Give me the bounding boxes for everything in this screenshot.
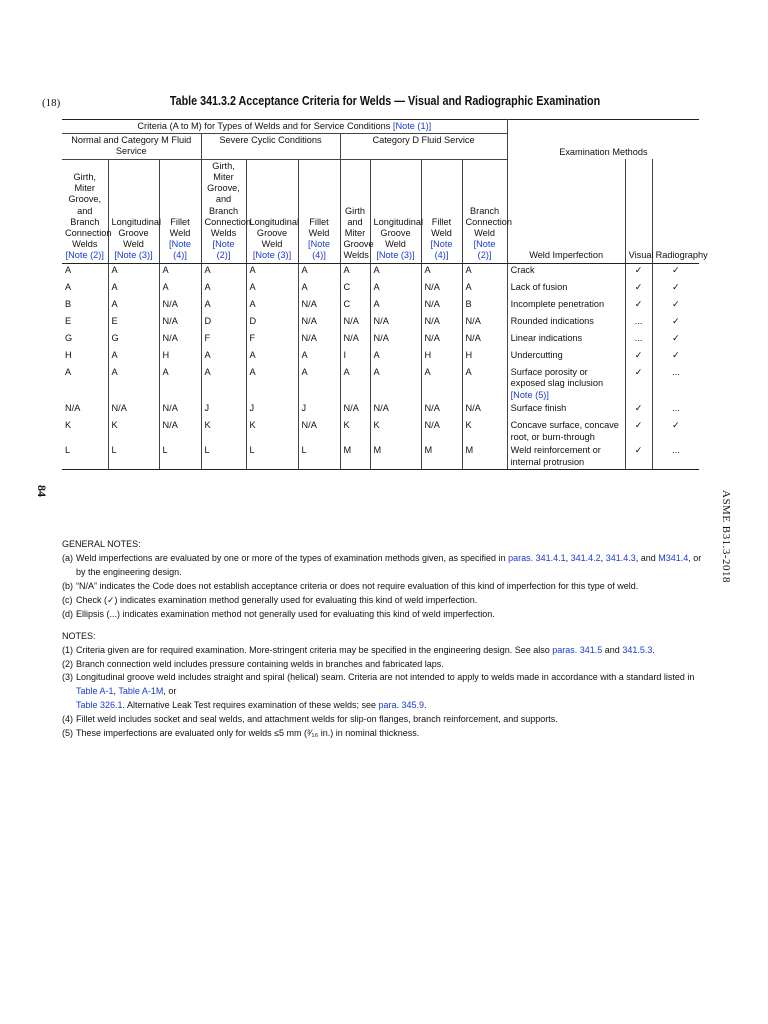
note-1: (1) Criteria given are for required examination. More-stringent criteria may be specified in the engineering design. See also paras. 341.5 and 341.5.3. <box>62 644 655 655</box>
visual-cell: ✓ <box>625 419 652 444</box>
criteria-cell: A <box>462 281 507 298</box>
criteria-cell: A <box>370 263 421 281</box>
criteria-cell: N/A <box>62 402 108 419</box>
weld-imperfection-cell: Crack <box>507 263 625 281</box>
visual-cell: ✓ <box>625 366 652 403</box>
weld-imperfection-cell: Linear indications <box>507 332 625 349</box>
criteria-cell: N/A <box>370 402 421 419</box>
criteria-cell: A <box>201 366 246 403</box>
criteria-cell: A <box>62 263 108 281</box>
column-header: Girth, Miter Groove, and Branch Connection Welds [Note (2)] <box>201 159 246 263</box>
criteria-cell: N/A <box>340 315 370 332</box>
criteria-cell: L <box>201 444 246 470</box>
general-notes-heading: GENERAL NOTES: <box>62 539 141 549</box>
table-link[interactable]: Table A-1M <box>118 686 164 697</box>
criteria-cell: N/A <box>298 332 340 349</box>
criteria-cell: A <box>201 349 246 366</box>
criteria-cell: C <box>340 281 370 298</box>
criteria-cell: B <box>62 298 108 315</box>
criteria-cell: M <box>421 444 462 470</box>
criteria-cell: A <box>108 281 159 298</box>
visual-cell: ✓ <box>625 349 652 366</box>
criteria-cell: A <box>421 263 462 281</box>
weld-imperfection-cell: Surface finish <box>507 402 625 419</box>
criteria-cell: A <box>201 281 246 298</box>
criteria-header: Criteria (A to M) for Types of Welds and for Service Conditions [Note (1)] <box>62 120 507 134</box>
column-header: Fillet Weld [Note (4)] <box>298 159 340 263</box>
radiography-cell: ✓ <box>672 298 680 309</box>
criteria-cell: K <box>201 419 246 444</box>
radiography-cell: ... <box>672 366 680 377</box>
criteria-cell: A <box>108 366 159 403</box>
criteria-cell: N/A <box>159 419 201 444</box>
criteria-cell: A <box>62 281 108 298</box>
criteria-cell: A <box>108 349 159 366</box>
note-2: (2) Branch connection weld includes pressure containing welds in branches and fabricated laps. <box>62 658 444 669</box>
weld-imperfection-cell: Incomplete penetration <box>507 298 625 315</box>
weld-imperfection-cell: Lack of fusion <box>507 281 625 298</box>
table-row <box>62 263 699 281</box>
criteria-cell: N/A <box>340 402 370 419</box>
criteria-cell: K <box>462 419 507 444</box>
criteria-cell: A <box>298 281 340 298</box>
revision-mark: (18) <box>42 97 61 109</box>
criteria-cell: N/A <box>421 281 462 298</box>
criteria-cell: A <box>62 366 108 403</box>
criteria-cell: A <box>159 281 201 298</box>
para-link[interactable]: paras. 341.5 <box>552 644 603 655</box>
column-header: Girth and Miter Groove Welds <box>340 159 370 263</box>
weld-imperfection-cell: Undercutting <box>507 349 625 366</box>
running-header: ASME B31.3-2018 <box>720 490 732 584</box>
criteria-cell: G <box>108 332 159 349</box>
table-row <box>62 419 699 444</box>
acceptance-criteria-table <box>62 119 708 470</box>
visual-cell: ✓ <box>625 298 652 315</box>
criteria-cell: F <box>201 332 246 349</box>
visual-cell: ... <box>625 332 652 349</box>
criteria-cell: D <box>246 315 298 332</box>
criteria-cell: J <box>246 402 298 419</box>
criteria-cell: A <box>421 366 462 403</box>
weld-imperfection-cell: Surface porosity or exposed slag inclusion [Note (5)] <box>507 366 625 403</box>
weld-imperfection-cell: Weld reinforcement or internal protrusion <box>507 444 625 470</box>
criteria-cell: A <box>201 263 246 281</box>
radiography-cell: ✓ <box>672 264 680 275</box>
criteria-cell: E <box>62 315 108 332</box>
visual-cell: ✓ <box>625 444 652 470</box>
table-row <box>62 315 699 332</box>
weld-imperfection-header: Weld Imperfection <box>507 159 625 263</box>
criteria-cell: A <box>108 298 159 315</box>
criteria-cell: N/A <box>421 419 462 444</box>
weld-imperfection-cell: Rounded indications <box>507 315 625 332</box>
criteria-cell: H <box>62 349 108 366</box>
criteria-cell: A <box>159 263 201 281</box>
criteria-cell: N/A <box>108 402 159 419</box>
criteria-cell: J <box>201 402 246 419</box>
criteria-cell: N/A <box>370 315 421 332</box>
criteria-cell: A <box>370 298 421 315</box>
criteria-cell: L <box>246 444 298 470</box>
criteria-cell: K <box>340 419 370 444</box>
para-link[interactable]: 341.5.3 <box>622 644 653 655</box>
table-link[interactable]: Table 326.1 <box>76 700 123 711</box>
criteria-cell: A <box>462 263 507 281</box>
criteria-cell: L <box>298 444 340 470</box>
criteria-cell: M <box>462 444 507 470</box>
radiography-header: Radiography <box>652 159 699 263</box>
criteria-cell: A <box>246 263 298 281</box>
criteria-cell: D <box>201 315 246 332</box>
column-header: Fillet Weld [Note (4)] <box>421 159 462 263</box>
table-title: Table 341.3.2 Acceptance Criteria for Welds — Visual and Radiographic Examination <box>169 94 601 108</box>
notes-heading: NOTES: <box>62 630 96 641</box>
radiography-cell: ✓ <box>672 420 680 431</box>
criteria-cell: A <box>298 366 340 403</box>
criteria-cell: A <box>298 263 340 281</box>
table-row <box>62 366 699 403</box>
criteria-cell: N/A <box>340 332 370 349</box>
group-category-d: Category D Fluid Service <box>340 134 507 159</box>
table-row <box>62 444 699 470</box>
criteria-cell: N/A <box>462 315 507 332</box>
criteria-cell: N/A <box>421 298 462 315</box>
radiography-cell: ✓ <box>672 349 680 360</box>
criteria-cell: N/A <box>159 402 201 419</box>
group-severe-cyclic: Severe Cyclic Conditions <box>201 134 340 159</box>
criteria-cell: N/A <box>298 315 340 332</box>
criteria-cell: N/A <box>159 315 201 332</box>
criteria-cell: M <box>370 444 421 470</box>
criteria-cell: A <box>201 298 246 315</box>
criteria-cell: A <box>246 349 298 366</box>
criteria-cell: E <box>108 315 159 332</box>
table-row <box>62 298 699 315</box>
criteria-cell: H <box>421 349 462 366</box>
criteria-cell: A <box>246 298 298 315</box>
criteria-cell: C <box>340 298 370 315</box>
table-row <box>62 281 699 298</box>
general-note-d: (d) Ellipsis (...) indicates examination method not generally used for evaluating this kind of weld imperfection. <box>62 608 495 619</box>
criteria-cell: N/A <box>298 419 340 444</box>
note-link[interactable]: [Note (1)] <box>392 121 432 131</box>
criteria-cell: H <box>159 349 201 366</box>
criteria-cell: A <box>108 263 159 281</box>
table-row <box>62 332 699 349</box>
note-5: (5) These imperfections are evaluated only for welds ≤5 mm (³⁄₁₆ in.) in nominal thickness. <box>62 728 420 739</box>
table-body <box>62 263 699 470</box>
criteria-cell: A <box>462 366 507 403</box>
criteria-cell: F <box>246 332 298 349</box>
criteria-cell: N/A <box>421 332 462 349</box>
criteria-cell: A <box>370 281 421 298</box>
criteria-cell: N/A <box>159 298 201 315</box>
criteria-cell: A <box>370 349 421 366</box>
criteria-cell: G <box>62 332 108 349</box>
criteria-cell: N/A <box>370 332 421 349</box>
criteria-cell: K <box>370 419 421 444</box>
criteria-cell: A <box>159 366 201 403</box>
criteria-cell: N/A <box>462 402 507 419</box>
criteria-cell: I <box>340 349 370 366</box>
column-header: Girth, Miter Groove, and Branch Connection Welds [Note (2)] <box>62 159 108 263</box>
criteria-cell: J <box>298 402 340 419</box>
criteria-cell: K <box>62 419 108 444</box>
para-link[interactable]: 341.4.2 <box>570 552 601 563</box>
radiography-cell: ✓ <box>672 315 680 326</box>
criteria-cell: A <box>340 366 370 403</box>
criteria-cell: N/A <box>298 298 340 315</box>
column-header: Branch Connection Weld [Note (2)] <box>462 159 507 263</box>
visual-cell: ... <box>625 315 652 332</box>
table-row <box>62 349 699 366</box>
radiography-cell: ... <box>652 444 699 470</box>
visual-cell: ✓ <box>625 402 652 419</box>
criteria-cell: A <box>246 366 298 403</box>
para-link[interactable]: para. 345.9 <box>378 700 425 711</box>
criteria-cell: A <box>370 366 421 403</box>
general-note-a: (a) Weld imperfections are evaluated by one or more of the types of examination methods given, as specified in paras. 341.4.1, 341.4.2, 341.4.3, and M341.4, or by the engineering design. <box>62 552 702 577</box>
criteria-cell: K <box>246 419 298 444</box>
criteria-cell: N/A <box>421 315 462 332</box>
general-note-c: (c) Check (✓) indicates examination method generally used for evaluating this kind of weld imperfection. <box>62 594 478 605</box>
visual-cell: ✓ <box>625 281 652 298</box>
exam-methods-header: Examination Methods <box>507 120 699 160</box>
column-header: Longitudinal Groove Weld [Note (3)] <box>246 159 298 263</box>
notes-section <box>62 538 702 741</box>
criteria-cell: A <box>340 263 370 281</box>
note-link[interactable]: [Note (5)] <box>510 389 549 400</box>
column-header: Longitudinal Groove Weld [Note (3)] <box>370 159 421 263</box>
note-4: (4) Fillet weld includes socket and seal welds, and attachment welds for slip-on flanges, branch reinforcement, and supports. <box>62 714 558 725</box>
criteria-cell: L <box>62 444 108 470</box>
para-link[interactable]: M341.4 <box>658 552 689 563</box>
criteria-cell: K <box>108 419 159 444</box>
radiography-cell: ✓ <box>672 281 680 292</box>
visual-cell: ✓ <box>625 263 652 281</box>
visual-header: Visual <box>625 159 652 263</box>
criteria-cell: L <box>108 444 159 470</box>
criteria-cell: H <box>462 349 507 366</box>
table-link[interactable]: Table A-1 <box>76 686 114 697</box>
radiography-cell: ... <box>672 403 680 414</box>
criteria-cell: L <box>159 444 201 470</box>
criteria-cell: B <box>462 298 507 315</box>
criteria-cell: N/A <box>462 332 507 349</box>
criteria-cell: A <box>246 281 298 298</box>
general-note-b: (b) “N/A” indicates the Code does not establish acceptance criteria or does not require evaluation of this kind of imperfection for this type of weld. <box>62 580 639 591</box>
weld-imperfection-cell: Concave surface, concave root, or burn-through <box>507 419 625 444</box>
column-header: Fillet Weld [Note (4)] <box>159 159 201 263</box>
page-number: 84 <box>35 485 49 497</box>
column-header: Longitudinal Groove Weld [Note (3)] <box>108 159 159 263</box>
para-link[interactable]: paras. 341.4.1 <box>508 552 566 563</box>
table-row <box>62 402 699 419</box>
note-3: (3) Longitudinal groove weld includes straight and spiral (helical) seam. Criteria are not intended to apply to welds made in accordance with a standard listed in Table A-1, Table A-1M, or Table 326.1. Alternative Leak Test requires examination of these welds; see para. 345.9. <box>62 672 695 711</box>
criteria-cell: M <box>340 444 370 470</box>
criteria-cell: N/A <box>159 332 201 349</box>
criteria-cell: A <box>298 349 340 366</box>
criteria-cell: N/A <box>421 402 462 419</box>
para-link[interactable]: 341.4.3 <box>605 552 636 563</box>
radiography-cell: ✓ <box>672 332 680 343</box>
group-normal: Normal and Category M Fluid Service <box>62 134 201 159</box>
